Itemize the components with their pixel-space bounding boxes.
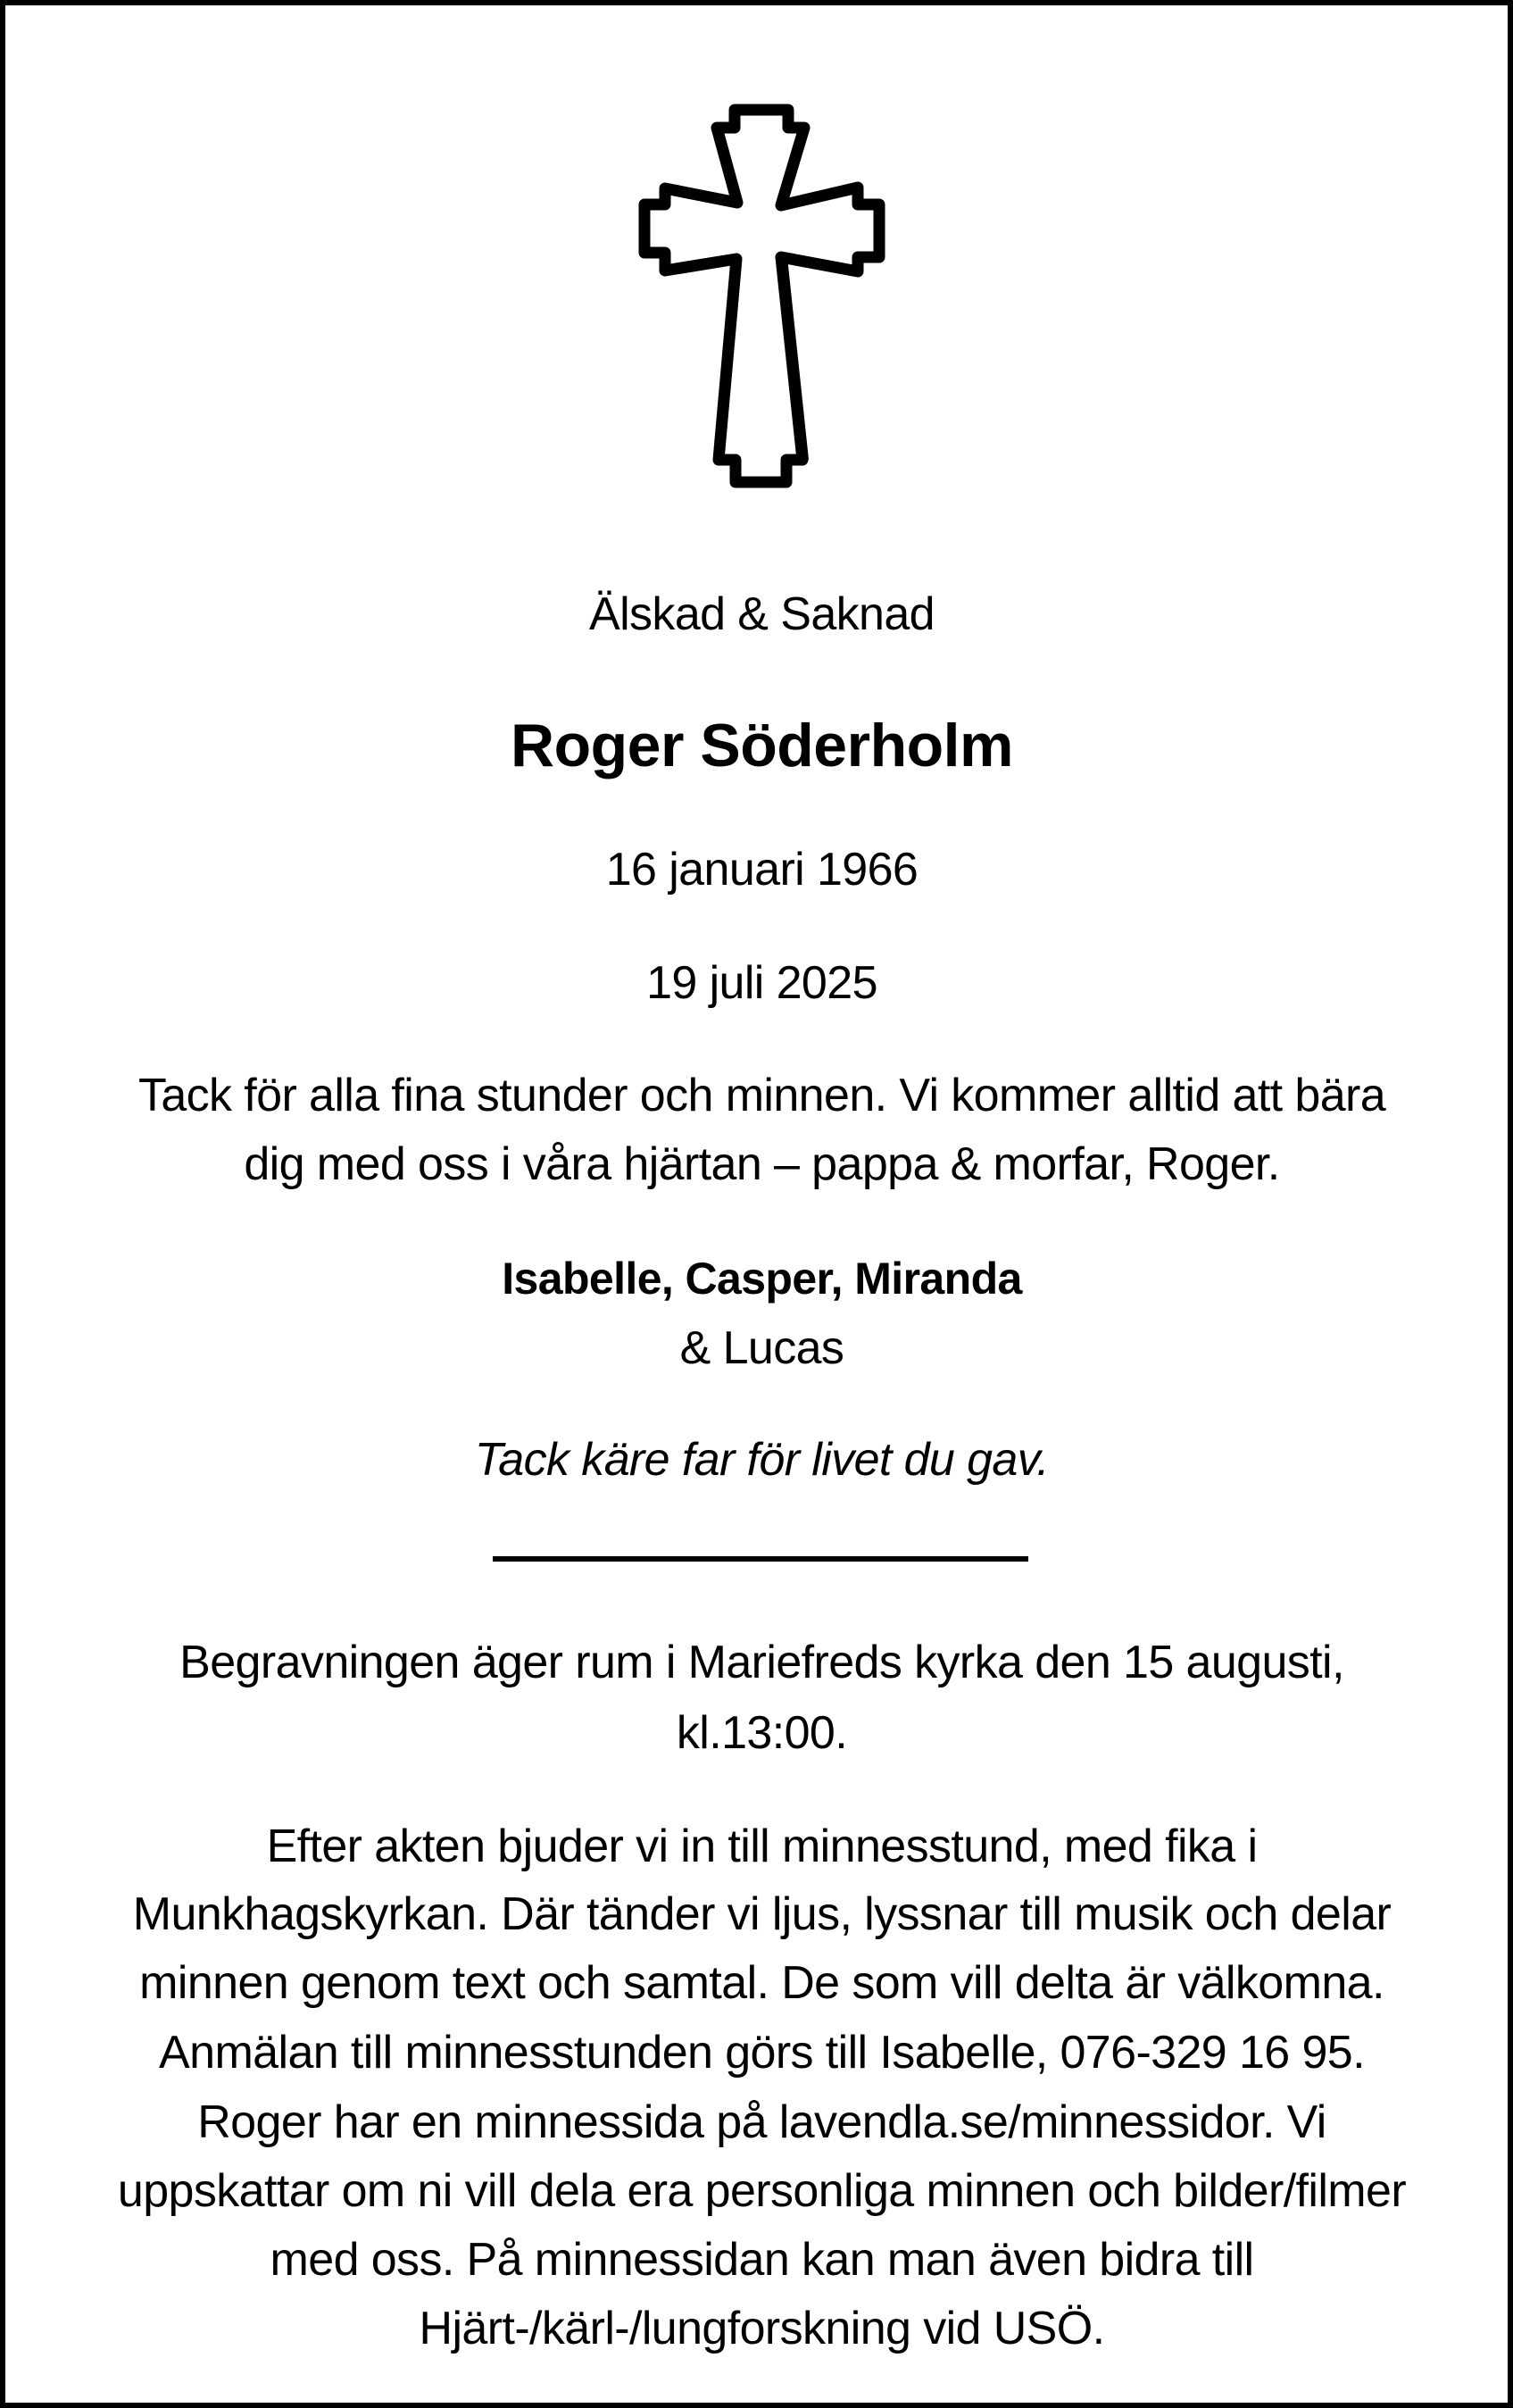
memorial-info-line: Efter akten bjuder vi in till minnesstund, med fika i bbox=[266, 1821, 1258, 1872]
memorial-info-line: uppskattar om ni vill dela era personliga minnen och bilder/filmer bbox=[117, 2165, 1407, 2217]
birth-date: 16 januari 1966 bbox=[605, 844, 919, 896]
tribute-line: dig med oss i våra hjärtan – pappa & morfar, Roger. bbox=[244, 1138, 1280, 1190]
signatories-names: Isabelle, Casper, Miranda bbox=[502, 1254, 1022, 1304]
funeral-info-line: kl.13:00. bbox=[676, 1707, 848, 1759]
divider-rule bbox=[493, 1556, 1028, 1562]
memorial-info-line: Munkhagskyrkan. Där tänder vi ljus, lyssnar till musik och delar bbox=[132, 1888, 1392, 1940]
memorial-info-line: minnen genom text och samtal. De som vill delta är välkomna. bbox=[139, 1957, 1384, 2009]
heading-text: Älskad & Saknad bbox=[588, 588, 935, 640]
memorial-info-line: med oss. På minnessidan kan man även bidra till bbox=[270, 2234, 1254, 2286]
signatories-second-line: & Lucas bbox=[679, 1322, 844, 1374]
funeral-info-line: Begravningen äger rum i Mariefreds kyrka den 15 augusti, bbox=[179, 1637, 1344, 1688]
tribute-line: Tack för alla fina stunder och minnen. Vi kommer alltid att bära bbox=[137, 1070, 1386, 1121]
memorial-info-line: Anmälan till minnesstunden görs till Isabelle, 076-329 16 95. bbox=[159, 2027, 1365, 2079]
cross-icon bbox=[621, 95, 907, 505]
memorial-info-line: Roger har en minnessida på lavendla.se/minnessidor. Vi bbox=[197, 2096, 1326, 2148]
memorial-info-line: Hjärt-/kärl-/lungforskning vid USÖ. bbox=[419, 2303, 1105, 2354]
verse-text: Tack käre far för livet du gav. bbox=[474, 1434, 1050, 1486]
death-date: 19 juli 2025 bbox=[646, 957, 877, 1009]
deceased-name: Roger Söderholm bbox=[511, 712, 1013, 779]
